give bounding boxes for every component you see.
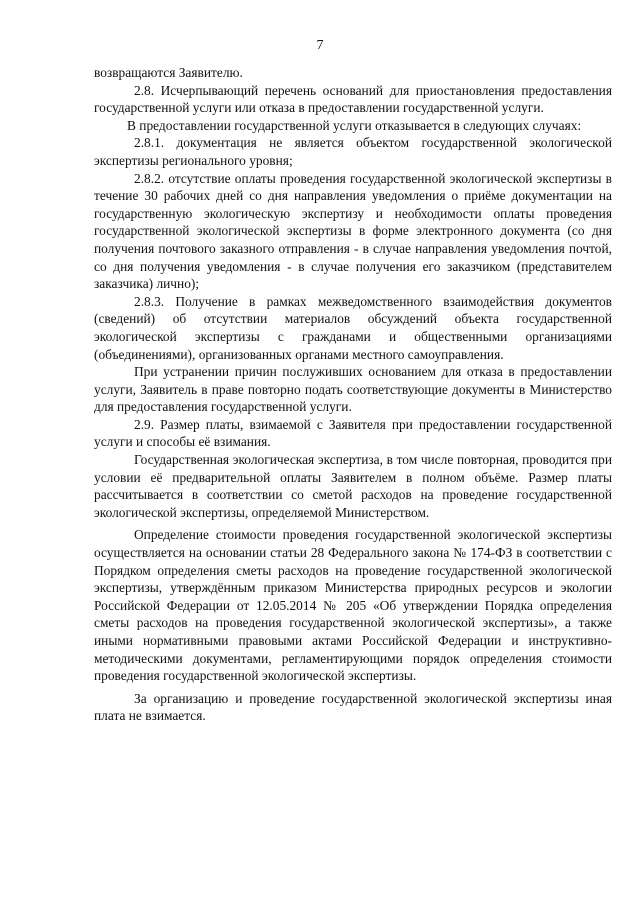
paragraph-2-8-3: 2.8.3. Получение в рамках межведомственного взаимодействия документов (сведений) об отсутствии материалов обсуждений объекта государственной экологической экспертизы с гражданами и общественными организациями (объединениями), организованных органами местного самоуправления. <box>94 293 612 362</box>
paragraph-2-8-1: 2.8.1. документация не является объектом государственной экологической экспертизы регионального уровня; <box>94 135 612 168</box>
paragraph-refusal-cases-intro: В предоставлении государственной услуги отказывается в следующих случаях: <box>127 117 582 133</box>
paragraph-returned-to-applicant: возвращаются Заявителю. <box>94 65 243 80</box>
document-body <box>94 64 612 725</box>
paragraph-no-other-fee: За организацию и проведение государственной экологической экспертизы иная плата не взимается. <box>94 690 612 724</box>
page-number: 7 <box>316 38 324 53</box>
paragraph-2-8-heading: 2.8. Исчерпывающий перечень оснований для приостановления предоставления государственной услуги или отказа в предоставлении государственной услуги. <box>94 82 612 116</box>
paragraph-fee-prepayment: Государственная экологическая экспертиза, в том числе повторная, проводится при условии её предварительной оплаты Заявителем в полном объёме. Размер платы рассчитывается в соответствии со сметой расходов на проведение государственной экологической экспертизы, определяемой Министерством. <box>94 452 612 520</box>
paragraph-2-9-heading: 2.9. Размер платы, взимаемой с Заявителя при предоставлении государственной услуги и способы её взимания. <box>94 416 612 450</box>
paragraph-resubmission: При устранении причин послуживших основанием для отказа в предоставлении услуги, Заявитель в праве повторно подать соответствующие документы в Министерство для предоставления государственной услуги. <box>94 364 612 415</box>
paragraph-2-8-2: 2.8.2. отсутствие оплаты проведения государственной экологической экспертизы в течение 30 рабочих дней со дня направления уведомления о приёме документации на государственную экологическую экспертизу и необходимости оплаты проведения государственной экологической экспертизы в форме электронного документа (со дня получения почтового заказного отправления - в случае направления уведомления почтой, со дня получения уведомления - в случае получения его заказчиком (представителем заказчика) лично); <box>94 170 612 292</box>
paragraph-cost-determination: Определение стоимости проведения государственной экологической экспертизы осуществляется на основании статьи 28 Федерального закона № 174-ФЗ в соответствии с Порядком определения сметы расходов на проведение государственной экологической экспертизы, утверждённым приказом Министерства природных ресурсов и экологии Российской Федерации от 12.05.2014 № 205 «Об утверждении Порядка определения сметы расходов на проведения государственной экологической экспертизы», а также иными нормативными правовыми актами Российской Федерации и инструктивно-методическими документами, регламентирующими порядок определения стоимости проведения государственной экологической экспертизы. <box>94 527 612 684</box>
